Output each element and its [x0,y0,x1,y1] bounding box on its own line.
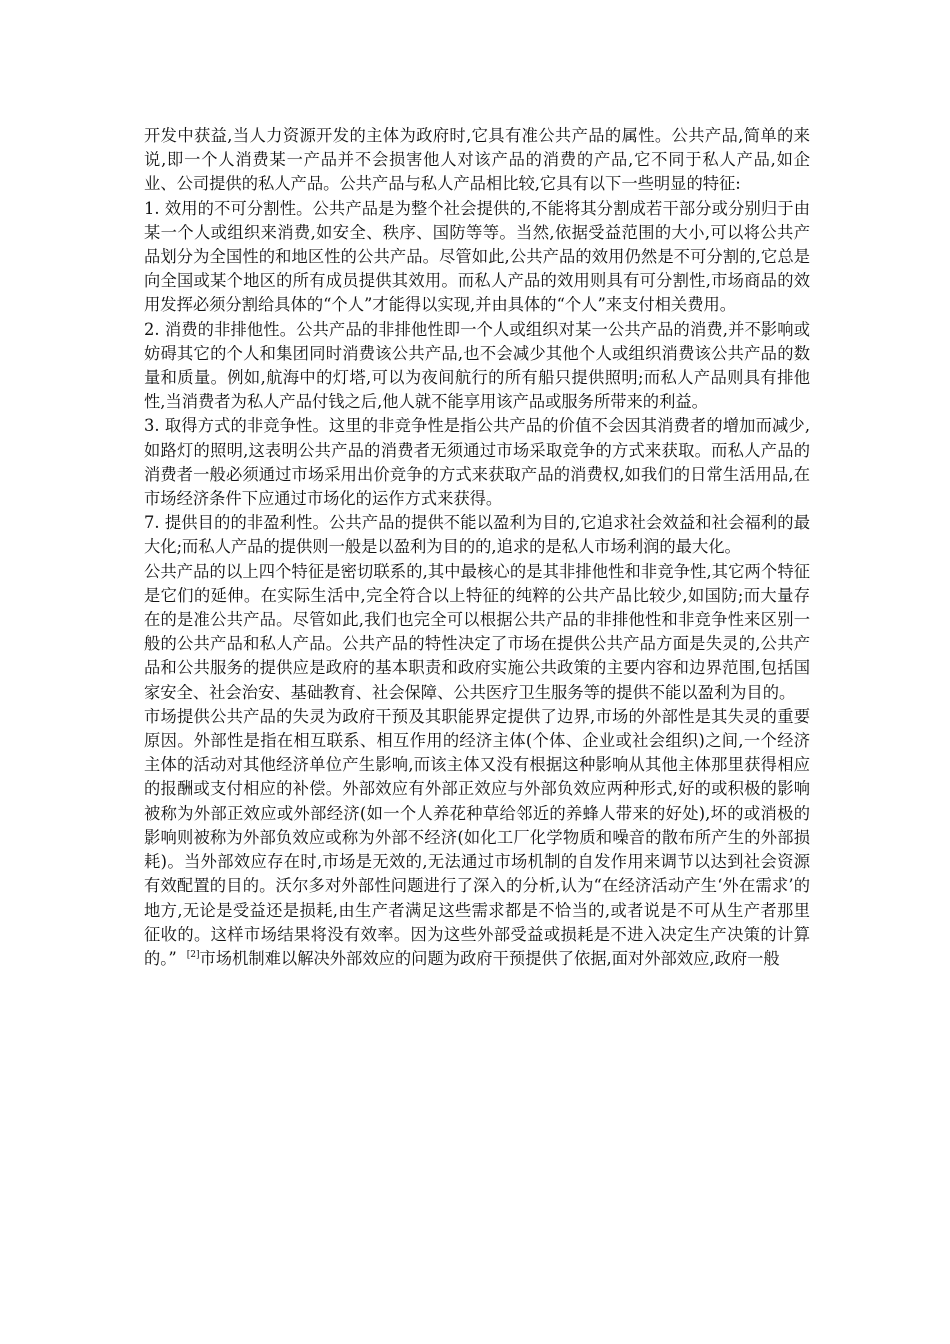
paragraph-feature-4: 7. 提供目的的非盈利性。公共产品的提供不能以盈利为目的,它追求社会效益和社会福利的最大化;而私人产品的提供则一般是以盈利为目的的,追求的是私人市场利润的最大化。 [144,513,810,557]
paragraph-feature-3: 3. 取得方式的非竞争性。这里的非竞争性是指公共产品的价值不会因其消费者的增加而减少,如路灯的照明,这表明公共产品的消费者无须通过市场采取竞争的方式来获取。而私人产品的消费者一般必须通过市场采用出价竞争的方式来获取产品的消费权,如我们的日常生活用品,在市场经济条件下应通过市场化的运作方式来获得。 [144,416,810,509]
paragraph-summary: 公共产品的以上四个特征是密切联系的,其中最核心的是其非排他性和非竞争性,其它两个特征是它们的延伸。在实际生活中,完全符合以上特征的纯粹的公共产品比较少,如国防;而大量存在的是准公共产品。尽管如此,我们也完全可以根据公共产品的非排他性和非竞争性来区别一般的公共产品和私人产品。公共产品的特性决定了市场在提供公共产品方面是失灵的,公共产品和公共服务的提供应是政府的基本职责和政府实施公共政策的主要内容和边界范围,包括国家安全、社会治安、基础教育、社会保障、公共医疗卫生服务等的提供不能以盈利为目的。 [144,561,810,702]
paragraph-intro: 开发中获益,当人力资源开发的主体为政府时,它具有准公共产品的属性。公共产品,简单的来说,即一个人消费某一产品并不会损害他人对该产品的消费的产品,它不同于私人产品,如企业、公司提供的私人产品。公共产品与私人产品相比较,它具有以下一些明显的特征: [144,126,810,194]
footnote-reference[interactable]: [2] [186,950,200,961]
paragraph-externality-tail: 市场机制难以解决外部效应的问题为政府干预提供了依据,面对外部效应,政府一般 [199,948,780,968]
paragraph-feature-2: 2. 消费的非排他性。公共产品的非排他性即一个人或组织对某一公共产品的消费,并不影响或妨碍其它的个人和集团同时消费该公共产品,也不会减少其他个人或组织消费该公共产品的数量和质量。例如,航海中的灯塔,可以为夜间航行的所有船只提供照明;而私人产品则具有排他性,当消费者为私人产品付钱之后,他人就不能享用该产品或服务所带来的利益。 [144,319,810,412]
paragraph-externality-text: 市场提供公共产品的失灵为政府干预及其职能界定提供了边界,市场的外部性是其失灵的重要原因。外部性是指在相互联系、相互作用的经济主体(个体、企业或社会组织)之间,一个经济主体的活动对其他经济单位产生影响,而该主体又没有根据这种影响从其他主体那里获得相应的报酬或支付相应的补偿。外部效应有外部正效应与外部负效应两种形式,好的或积极的影响被称为外部正效应或外部经济(如一个人养花种草给邻近的养蜂人带来的好处),坏的或消极的影响则被称为外部负效应或称为外部不经济(如化工厂化学物质和噪音的散布所产生的外部损耗)。当外部效应存在时,市场是无效的,无法通过市场机制的自发作用来调节以达到社会资源有效配置的目的。沃尔多对外部性问题进行了深入的分析,认为“在经济活动产生‘外在需求’的地方,无论是受益还是损耗,由生产者满足这些需求都是不恰当的,或者说是不可从生产者那里征收的。这样市场结果将没有效率。因为这些外部受益或损耗是不进入决定生产决策的计算的。” [144,706,810,968]
paragraph-externality [144,705,810,971]
paragraph-feature-1: 1. 效用的不可分割性。公共产品是为整个社会提供的,不能将其分割成若干部分或分别归于由某一个人或组织来消费,如安全、秩序、国防等等。当然,依据受益范围的大小,可以将公共产品划分为全国性的和地区性的公共产品。尽管如此,公共产品的效用仍然是不可分割的,它总是向全国或某个地区的所有成员提供其效用。而私人产品的效用则具有可分割性,市场商品的效用发挥必须分割给具体的“个人”才能得以实现,并由具体的“个人”来支付相关费用。 [144,198,810,315]
document-body [144,124,810,971]
